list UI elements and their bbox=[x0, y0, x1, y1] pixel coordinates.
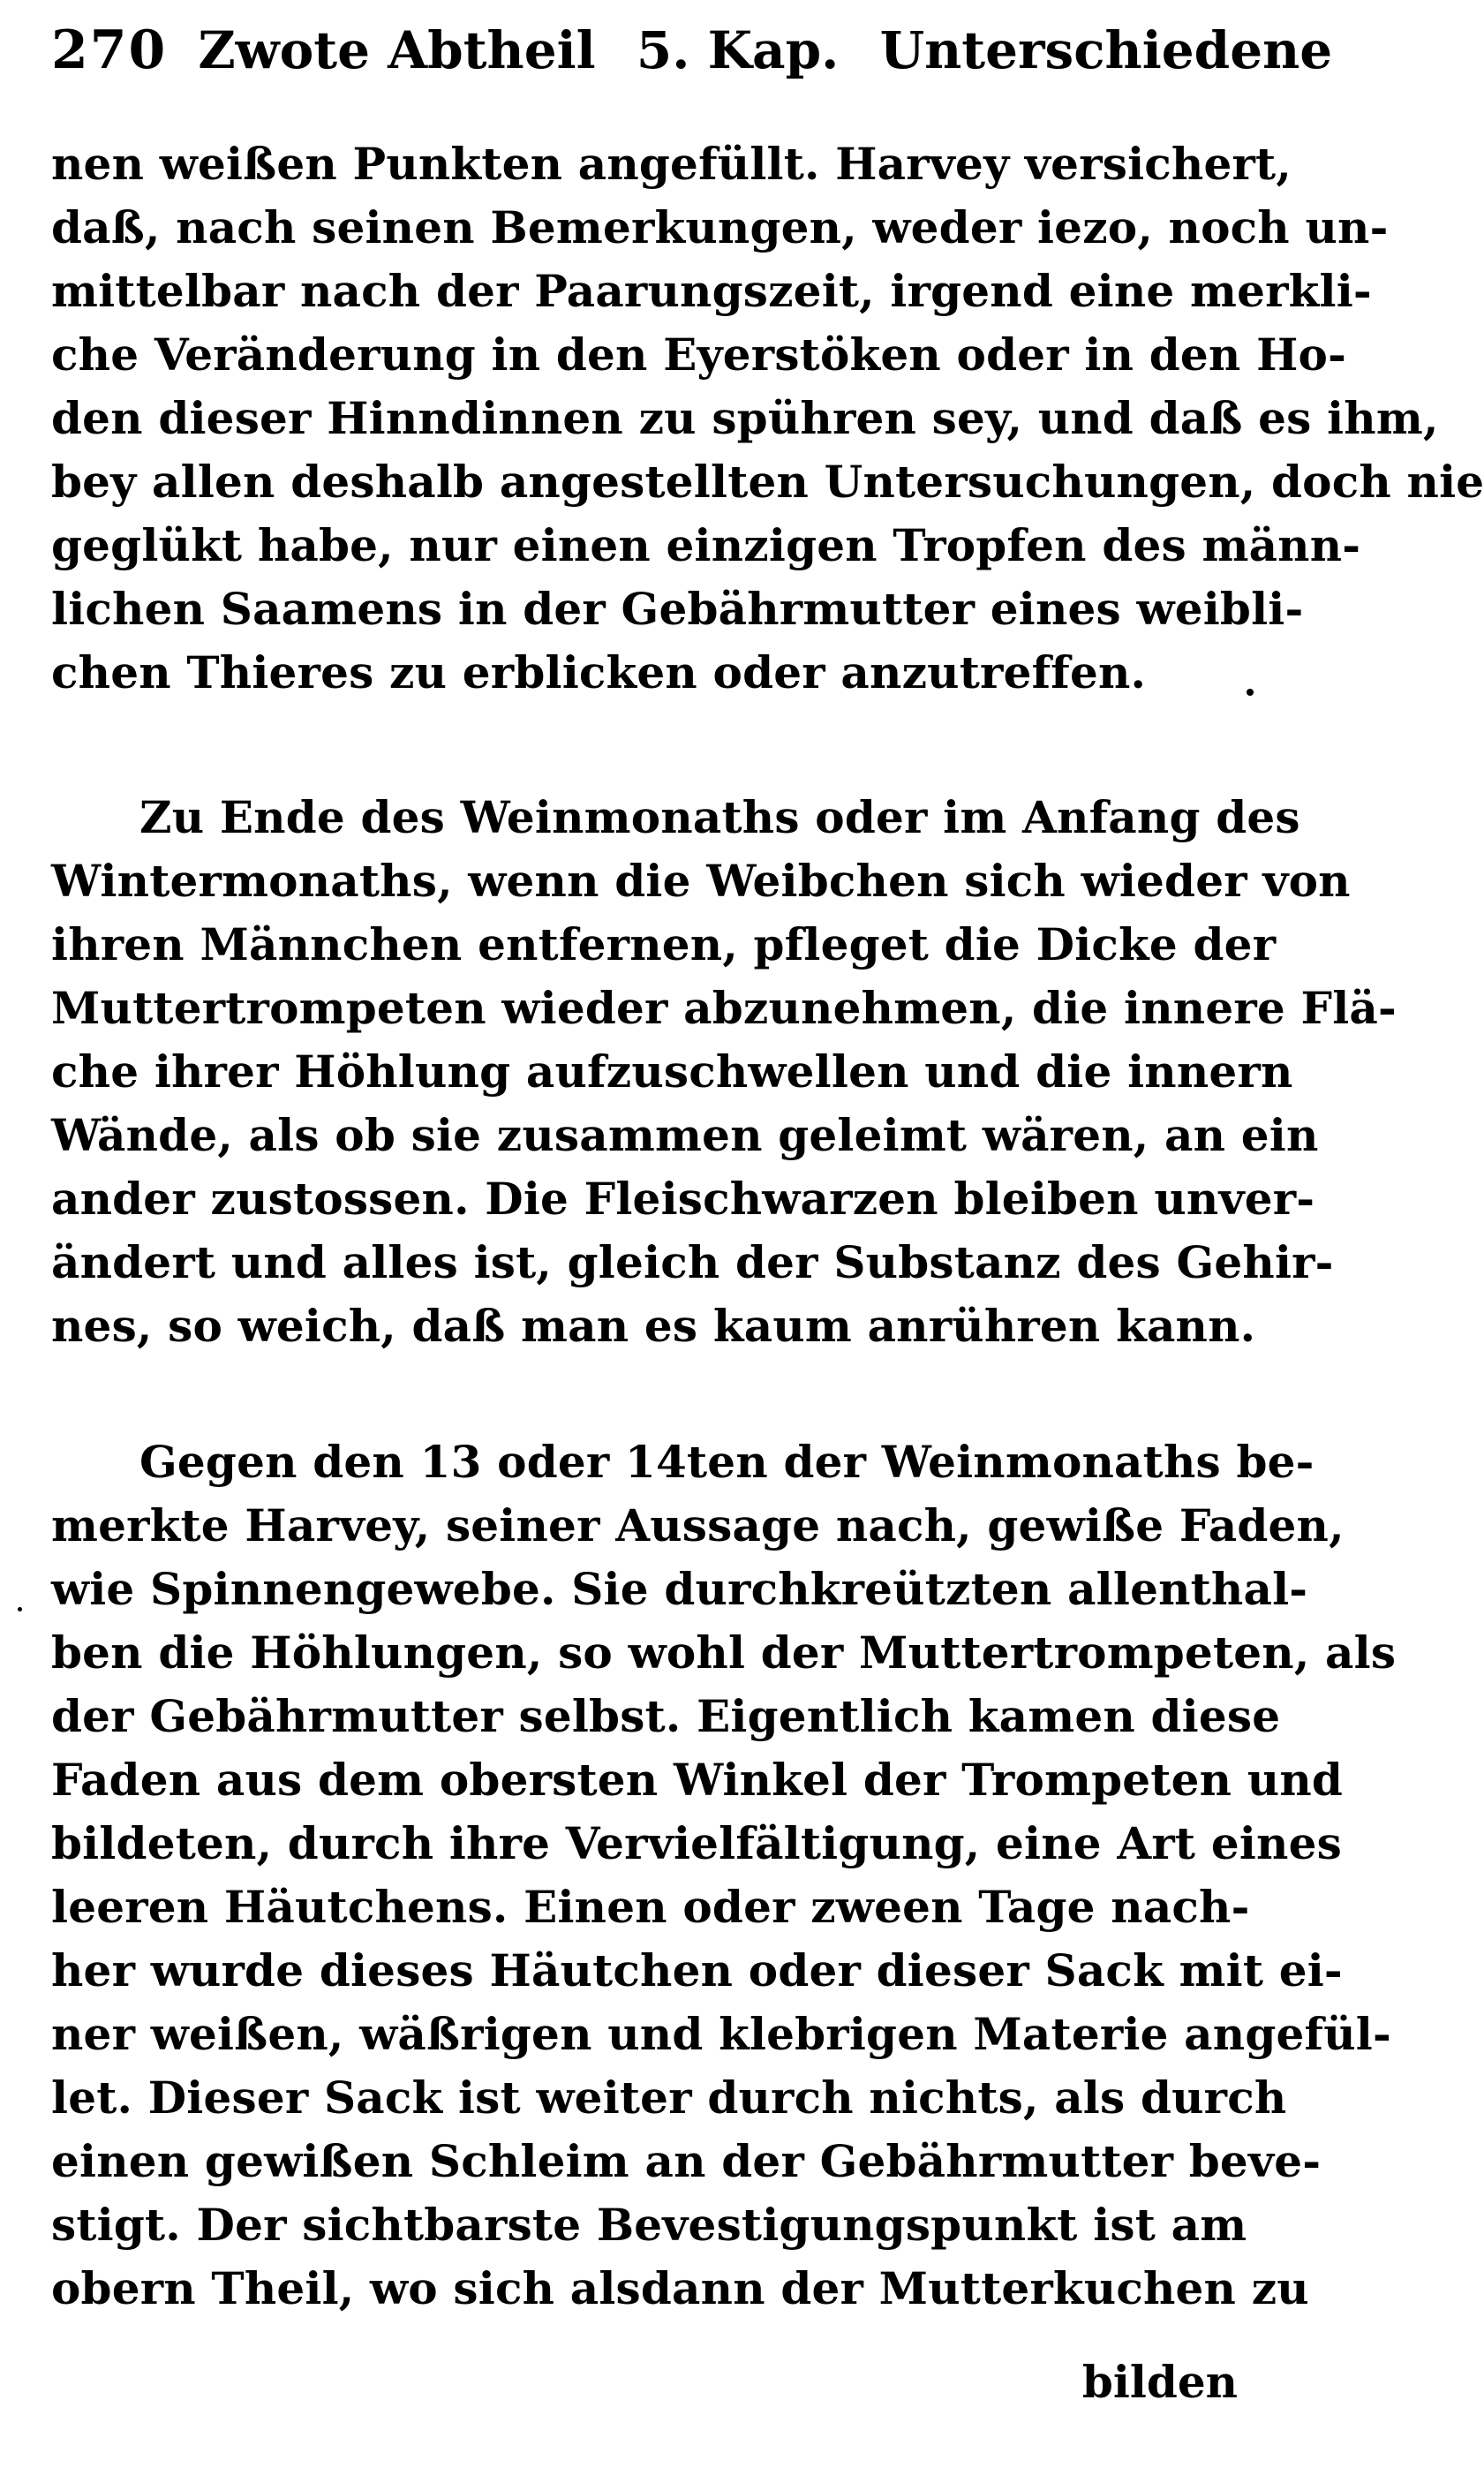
paragraph bbox=[51, 786, 1397, 1358]
text-line: ben die Höhlungen, so wohl der Muttertrompeten, als bbox=[51, 1626, 1397, 1679]
text-line: her wurde dieses Häutchen oder dieser Sack mit ei- bbox=[51, 1944, 1343, 1996]
text-line: geglükt habe, nur einen einzigen Tropfen des männ- bbox=[51, 519, 1361, 571]
text-line: Faden aus dem obersten Winkel der Trompeten und bbox=[51, 1754, 1344, 1806]
section-title: Zwote Abtheil bbox=[198, 20, 596, 80]
text-line: obern Theil, wo sich alsdann der Mutterkuchen zu bbox=[51, 2262, 1309, 2314]
text-line: daß, nach seinen Bemerkungen, weder iezo, noch un- bbox=[51, 201, 1389, 253]
text-line: Gegen den 13 oder 14ten der Weinmonaths be- bbox=[139, 1436, 1315, 1488]
text-line: Muttertrompeten wieder abzunehmen, die innere Flä- bbox=[51, 982, 1397, 1034]
paragraph bbox=[51, 132, 1484, 705]
text-line: der Gebährmutter selbst. Eigentlich kamen diese bbox=[51, 1690, 1281, 1742]
text-line: chen Thieres zu erblicken oder anzutreffen. bbox=[51, 646, 1147, 698]
text-line: lichen Saamens in der Gebährmutter eines weibli- bbox=[51, 583, 1304, 635]
paragraph bbox=[51, 1430, 1397, 2321]
text-line: che Veränderung in den Eyerstöken oder in den Ho- bbox=[51, 328, 1347, 381]
chapter-label: 5. Kap. bbox=[636, 20, 840, 80]
text-line: leeren Häutchens. Einen oder zween Tage nach- bbox=[51, 1881, 1250, 1933]
catchword: bilden bbox=[1081, 2356, 1238, 2408]
text-line: merkte Harvey, seiner Aussage nach, gewiße Faden, bbox=[51, 1499, 1345, 1551]
ink-speck bbox=[1247, 689, 1254, 696]
ink-speck bbox=[18, 1607, 22, 1611]
text-line: nes, so weich, daß man es kaum anrühren kann. bbox=[51, 1300, 1256, 1352]
text-line: Zu Ende des Weinmonaths oder im Anfang des bbox=[139, 791, 1300, 843]
text-line: let. Dieser Sack ist weiter durch nichts, als durch bbox=[51, 2072, 1287, 2124]
text-line: den dieser Hinndinnen zu spühren sey, und daß es ihm, bbox=[51, 392, 1439, 444]
text-line: wie Spinnengewebe. Sie durchkreützten allenthal- bbox=[51, 1563, 1308, 1615]
topic-title: Unterschiedene bbox=[879, 20, 1333, 80]
text-line: stigt. Der sichtbarste Bevestigungspunkt ist am bbox=[51, 2199, 1247, 2251]
running-head bbox=[198, 20, 1355, 80]
text-line: ihren Männchen entfernen, pfleget die Dicke der bbox=[51, 918, 1277, 970]
text-line: einen gewißen Schleim an der Gebährmutter beve- bbox=[51, 2135, 1322, 2187]
page-number: 270 bbox=[51, 19, 168, 81]
text-line: mittelbar nach der Paarungszeit, irgend eine merkli- bbox=[51, 265, 1372, 317]
running-header bbox=[51, 19, 1333, 99]
text-line: ändert und alles ist, gleich der Substanz des Gehir- bbox=[51, 1236, 1334, 1288]
text-line: bildeten, durch ihre Vervielfältigung, eine Art eines bbox=[51, 1817, 1342, 1869]
text-line: ner weißen, wäßrigen und klebrigen Materie angefül- bbox=[51, 2008, 1391, 2060]
text-line: che ihrer Höhlung aufzuschwellen und die innern bbox=[51, 1045, 1293, 1098]
text-line: Wintermonaths, wenn die Weibchen sich wieder von bbox=[51, 855, 1351, 907]
text-line: Wände, als ob sie zusammen geleimt wären, an ein bbox=[51, 1109, 1319, 1161]
text-line: ander zustossen. Die Fleischwarzen bleiben unver- bbox=[51, 1173, 1315, 1225]
text-line: nen weißen Punkten angefüllt. Harvey versichert, bbox=[51, 138, 1292, 190]
text-line: bey allen deshalb angestellten Untersuchungen, doch nie bbox=[51, 456, 1484, 508]
